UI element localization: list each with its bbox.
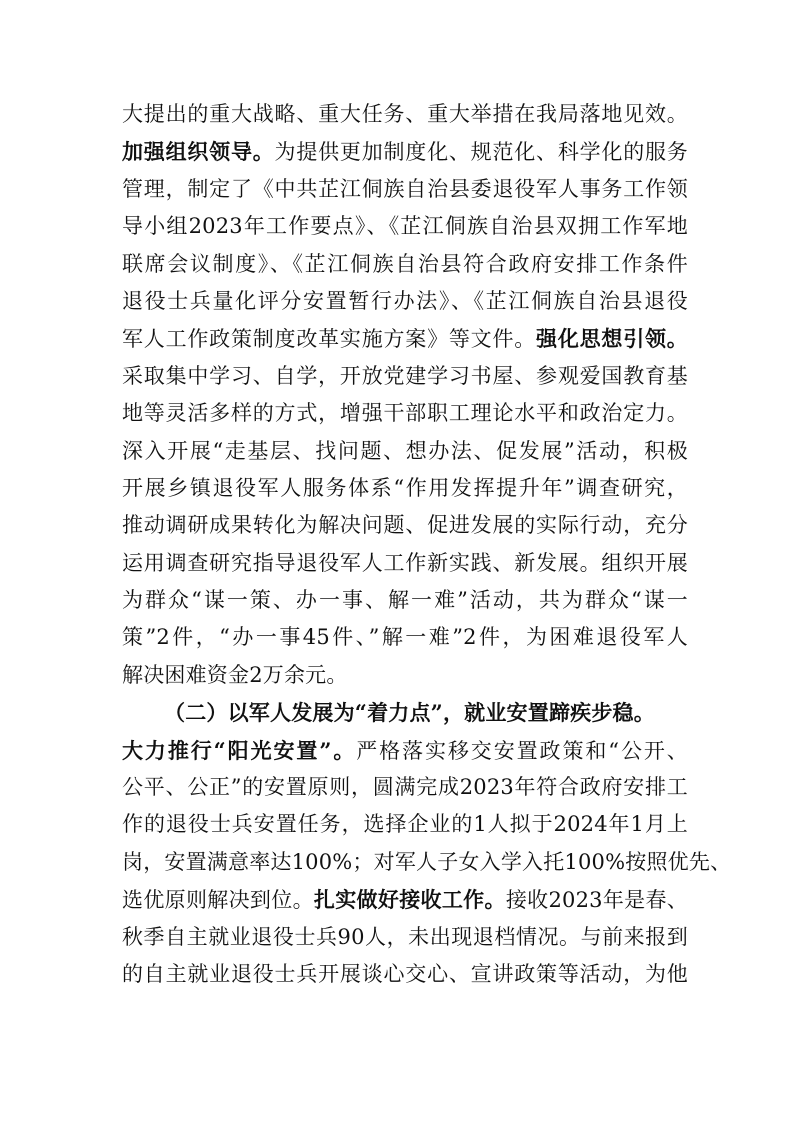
text-line	[122, 582, 688, 619]
text-line	[122, 358, 688, 395]
text-run: 大提出的重大战略、重大任务、重大举措在我局落地见效。	[122, 102, 688, 126]
text-run: 联席会议制度》、《芷江侗族自治县符合政府安排工作条件	[122, 251, 688, 276]
text-line	[122, 545, 688, 582]
text-line	[122, 769, 688, 806]
text-line	[122, 96, 688, 133]
text-line	[122, 657, 688, 694]
text-run: 解决困难资金2万余元。	[122, 662, 348, 687]
body-text	[122, 96, 732, 993]
heading-run: （二）以军人发展为“着力点”，就业安置蹄疾步稳。	[164, 700, 655, 726]
text-line	[122, 881, 688, 918]
text-line	[122, 246, 688, 283]
text-line	[122, 919, 688, 956]
text-line	[122, 283, 688, 320]
text-line	[122, 844, 732, 881]
text-run: 为群众“谋一策、办一事、解一难”活动，共为群众“谋一	[122, 588, 688, 613]
heading-run: 扎实做好接收工作。	[313, 887, 506, 913]
text-run: 岗，安置满意率达100%；对军人子女入学入托100%按照优先、	[122, 849, 732, 874]
text-line	[122, 133, 688, 170]
text-run: 的自主就业退役士兵开展谈心交心、宣讲政策等活动，为他	[122, 961, 688, 986]
text-run: 军人工作政策制度改革实施方案》等文件。	[122, 327, 537, 352]
text-run: 地等灵活多样的方式，增强干部职工理论水平和政治定力。	[122, 401, 688, 426]
heading-run: 大力推行“阳光安置”。	[122, 737, 357, 763]
text-run: 作的退役士兵安置任务，选择企业的1人拟于2024年1月上	[122, 812, 688, 837]
text-run: 严格落实移交安置政策和“公开、	[356, 738, 688, 763]
text-line	[122, 732, 688, 769]
text-line	[122, 171, 688, 208]
section-heading	[122, 694, 688, 731]
text-run: 导小组2023年工作要点》、《芷江侗族自治县双拥工作军地	[122, 214, 688, 239]
text-run: 公平、公正”的安置原则，圆满完成2023年符合政府安排工	[122, 775, 688, 800]
heading-run: 强化思想引领。	[536, 326, 688, 352]
text-run: 选优原则解决到位。	[122, 888, 314, 913]
text-run: 接收2023年是春、	[505, 888, 688, 913]
text-run: 秋季自主就业退役士兵90人，未出现退档情况。与前来报到	[122, 924, 688, 949]
text-line	[122, 470, 688, 507]
text-run: 深入开展“走基层、找问题、想办法、促发展”活动，积极	[122, 438, 688, 463]
text-run: 运用调查研究指导退役军人工作新实践、新发展。组织开展	[122, 550, 688, 575]
text-run: 开展乡镇退役军人服务体系“作用发挥提升年”调查研究，	[122, 475, 688, 500]
text-run: 采取集中学习、自学，开放党建学习书屋、参观爱国教育基	[122, 363, 688, 388]
text-line	[122, 806, 688, 843]
text-line	[122, 320, 688, 357]
heading-run: 加强组织领导。	[122, 139, 275, 165]
text-run: 推动调研成果转化为解决问题、促进发展的实际行动，充分	[122, 513, 688, 538]
text-run: 管理，制定了《中共芷江侗族自治县委退役军人事务工作领	[122, 176, 688, 201]
text-line	[122, 433, 688, 470]
text-run: 退役士兵量化评分安置暂行办法》、《芷江侗族自治县退役	[122, 288, 688, 313]
text-line	[122, 956, 688, 993]
text-line	[122, 619, 688, 656]
text-line	[122, 395, 688, 432]
text-run: 策”2件，“办一事45件、”解一难”2件，为困难退役军人	[122, 625, 688, 650]
text-line	[122, 208, 688, 245]
text-run: 为提供更加制度化、规范化、科学化的服务	[274, 140, 688, 165]
text-line	[122, 507, 688, 544]
